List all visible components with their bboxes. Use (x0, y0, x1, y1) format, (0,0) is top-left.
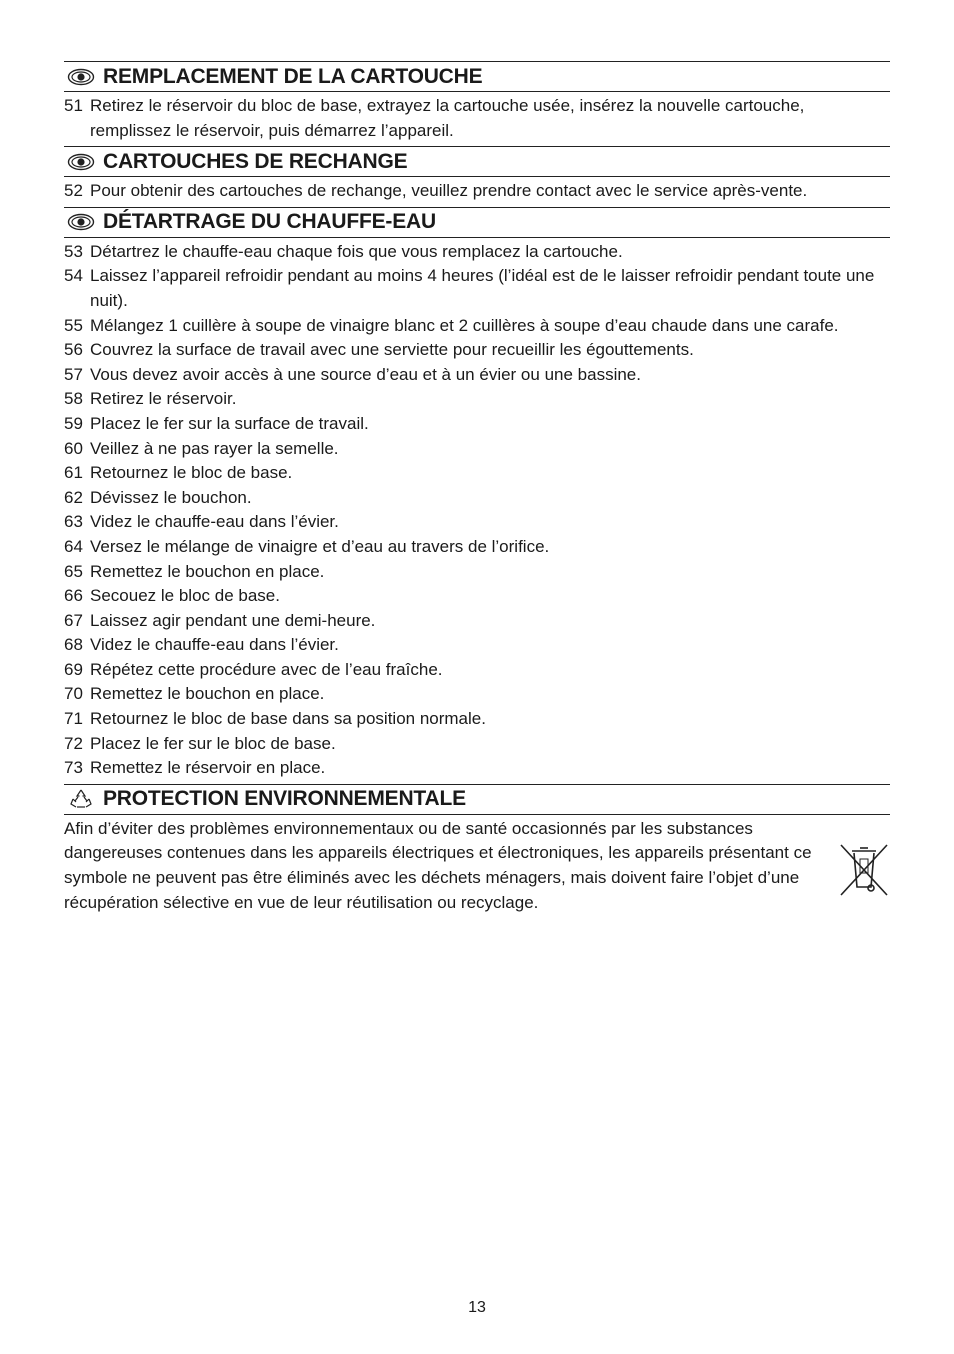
item-text: Vous devez avoir accès à une source d’eau et à un évier ou une bassine. (90, 364, 641, 384)
list-item (64, 609, 890, 634)
recycle-icon (66, 789, 96, 809)
list-item (64, 363, 890, 388)
list-item (64, 461, 890, 486)
list-item (64, 510, 890, 535)
eye-icon (66, 212, 96, 232)
item-number: 60 (64, 438, 83, 458)
list-item (64, 486, 890, 511)
list-item (64, 756, 890, 781)
item-number: 63 (64, 512, 83, 532)
item-number: 56 (64, 340, 83, 360)
item-number: 70 (64, 684, 83, 704)
list-item (64, 707, 890, 732)
item-number: 73 (64, 758, 83, 778)
section-header (64, 146, 890, 177)
item-number: 61 (64, 463, 83, 483)
list-item (64, 584, 890, 609)
list-item (64, 535, 890, 560)
section-header (64, 207, 890, 238)
environment-paragraph (64, 815, 890, 918)
item-text: Retournez le bloc de base dans sa position normale. (90, 709, 486, 729)
item-text: Remettez le bouchon en place. (90, 684, 325, 704)
item-text: Remettez le bouchon en place. (90, 561, 325, 581)
list-item (64, 437, 890, 462)
item-number: 64 (64, 536, 83, 556)
item-text: Placez le fer sur le bloc de base. (90, 733, 336, 753)
item-text: Dévissez le bouchon. (90, 487, 252, 507)
item-text: Placez le fer sur la surface de travail. (90, 413, 369, 433)
item-text: Couvrez la surface de travail avec une serviette pour recueillir les égouttements. (90, 340, 694, 360)
item-text: Laissez agir pendant une demi-heure. (90, 610, 376, 630)
item-text: Pour obtenir des cartouches de rechange, veuillez prendre contact avec le service après-vente. (90, 181, 808, 201)
item-number: 62 (64, 487, 83, 507)
section-title: PROTECTION ENVIRONNEMENTALE (103, 787, 466, 811)
section-body (64, 177, 890, 207)
item-number: 65 (64, 561, 83, 581)
list-item (64, 179, 890, 204)
section-environnement (64, 784, 890, 918)
list-item (64, 412, 890, 437)
eye-icon (66, 152, 96, 172)
section-header (64, 784, 890, 815)
item-text: Mélangez 1 cuillère à soupe de vinaigre blanc et 2 cuillères à soupe d’eau chaude dans une carafe. (90, 315, 839, 335)
environment-text: Afin d’éviter des problèmes environnementaux ou de santé occasionnés par les substances dangereuses contenues dans les appareils électriques et électroniques, les appareils présentant ce symbole ne peuvent pas être éliminés avec les déchets ménagers, mais doivent faire l’objet d’une récupération sélective en vue de leur réutilisation ou recyclage. (64, 818, 812, 912)
item-number: 55 (64, 315, 83, 335)
section-title: REMPLACEMENT DE LA CARTOUCHE (103, 64, 483, 88)
list-item (64, 387, 890, 412)
item-text: Videz le chauffe-eau dans l’évier. (90, 635, 339, 655)
item-number: 52 (64, 181, 83, 201)
item-text: Retournez le bloc de base. (90, 463, 293, 483)
section-body (64, 92, 890, 146)
list-item (64, 240, 890, 265)
item-text: Répétez cette procédure avec de l’eau fraîche. (90, 659, 443, 679)
eye-icon (66, 67, 96, 87)
item-number: 68 (64, 635, 83, 655)
list-item (64, 682, 890, 707)
list-item (64, 264, 890, 313)
item-number: 66 (64, 586, 83, 606)
item-text: Versez le mélange de vinaigre et d’eau au travers de l’orifice. (90, 536, 550, 556)
section-title: CARTOUCHES DE RECHANGE (103, 149, 408, 173)
item-number: 69 (64, 659, 83, 679)
item-text: Détartrez le chauffe-eau chaque fois que vous remplacez la cartouche. (90, 241, 623, 261)
list-item (64, 560, 890, 585)
item-text: Secouez le bloc de base. (90, 586, 280, 606)
list-item (64, 314, 890, 339)
list-item (64, 94, 890, 143)
item-number: 58 (64, 389, 83, 409)
manual-page (64, 61, 890, 918)
section-cartouches (64, 146, 890, 207)
section-title: DÉTARTRAGE DU CHAUFFE-EAU (103, 210, 436, 234)
item-number: 59 (64, 413, 83, 433)
section-detartrage (64, 207, 890, 784)
section-body (64, 238, 890, 784)
crossed-bin-icon (838, 843, 890, 897)
page-number: 13 (468, 1299, 486, 1316)
item-number: 71 (64, 709, 83, 729)
section-header (64, 61, 890, 92)
item-text: Videz le chauffe-eau dans l’évier. (90, 512, 339, 532)
item-number: 72 (64, 733, 83, 753)
item-text: Remettez le réservoir en place. (90, 758, 326, 778)
item-number: 57 (64, 364, 83, 384)
section-remplacement (64, 61, 890, 146)
item-text: Laissez l’appareil refroidir pendant au moins 4 heures (l’idéal est de le laisser refroidir pendant toute une nuit). (90, 266, 875, 310)
item-text: Veillez à ne pas rayer la semelle. (90, 438, 339, 458)
list-item (64, 338, 890, 363)
item-text: Retirez le réservoir du bloc de base, extrayez la cartouche usée, insérez la nouvelle cartouche, remplissez le réservoir, puis démarrez l’appareil. (90, 96, 805, 140)
list-item (64, 732, 890, 757)
item-number: 54 (64, 266, 83, 286)
item-number: 53 (64, 241, 83, 261)
item-number: 51 (64, 96, 83, 115)
list-item (64, 633, 890, 658)
item-text: Retirez le réservoir. (90, 389, 237, 409)
list-item (64, 658, 890, 683)
item-number: 67 (64, 610, 83, 630)
